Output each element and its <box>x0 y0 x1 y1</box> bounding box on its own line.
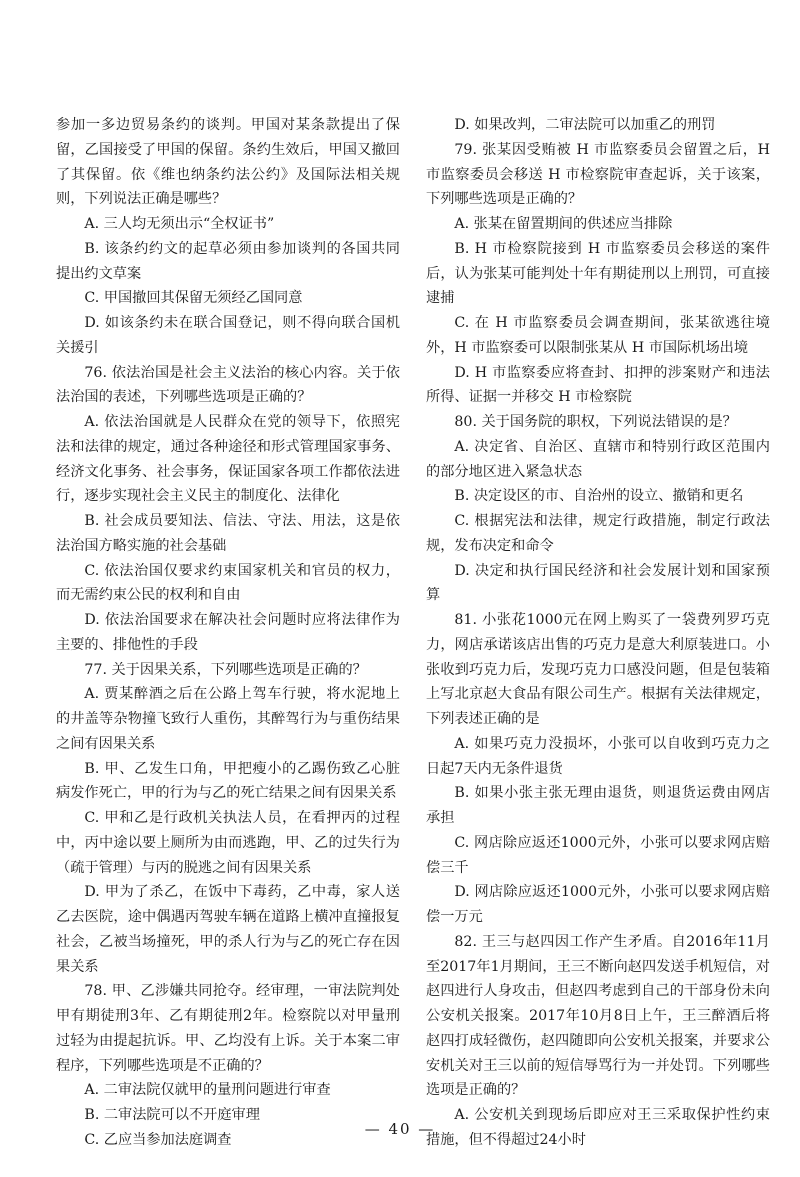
left-column <box>56 113 400 1153</box>
page-number: — 40 — <box>364 1120 436 1138</box>
paragraph: B. 甲、乙发生口角，甲把瘦小的乙踢伤致乙心脏病发作死亡，甲的行为与乙的死亡结果之间有因果关系 <box>56 760 400 802</box>
paragraph: D. 网店除应返还1000元外，小张可以要求网店赔偿一万元 <box>426 884 770 925</box>
paragraph: C. 根据宪法和法律，规定行政措施，制定行政法规，发布决定和命令 <box>426 513 770 554</box>
paragraph: 80. 关于国务院的职权，下列说法错误的是？ <box>454 414 737 430</box>
paragraph: B. 如果小张主张无理由退货，则退货运费由网店承担 <box>426 785 770 826</box>
paragraph: D. 如该条约未在联合国登记，则不得向联合国机关援引 <box>56 315 400 356</box>
paragraph: C. 乙应当参加法庭调查 <box>84 1131 232 1148</box>
paragraph: C. 在 H 市监察委员会调查期间，张某欲逃往境外，H 市监察委可以限制张某从 H 市国际机场出境 <box>426 315 770 356</box>
paragraph: B. 社会成员要知法、信法、守法、用法，这是依法治国方略实施的社会基础 <box>56 513 400 554</box>
right-column <box>426 113 770 1153</box>
paragraph: C. 甲国撤回其保留无须经乙国同意 <box>84 290 303 307</box>
paragraph: A. 三人均无须出示“全权证书” <box>84 216 275 232</box>
paragraph: B. 决定设区的市、自治州的设立、撤销和更名 <box>454 488 744 505</box>
paragraph: A. 决定省、自治区、直辖市和特别行政区范围内的部分地区进入紧急状态 <box>426 438 770 480</box>
paragraph: C. 甲和乙是行政机关执法人员，在看押丙的过程中，丙中途以要上厕所为由而逃跑，甲、乙的过失行为（疏于管理）与丙的脱逃之间有因果关系 <box>56 810 400 876</box>
paragraph: D. H 市监察委应将查封、扣押的涉案财产和违法所得、证据一并移交 H 市检察院 <box>426 364 770 406</box>
paragraph: A. 公安机关到现场后即应对王三采取保护性约束措施，但不得超过24小时 <box>426 1107 770 1148</box>
paragraph: B. 二审法院可以不开庭审理 <box>84 1107 260 1123</box>
paragraph: D. 依法治国要求在解决社会问题时应将法律作为主要的、排他性的手段 <box>56 612 400 653</box>
paragraph: A. 张某在留置期间的供述应当排除 <box>454 216 673 232</box>
paragraph: D. 如果改判，二审法院可以加重乙的刑罚 <box>454 117 716 133</box>
paragraph: 77. 关于因果关系，下列哪些选项是正确的？ <box>84 661 367 678</box>
paragraph: A. 如果巧克力没损坏，小张可以自收到巧克力之日起7天内无条件退货 <box>426 735 770 777</box>
paragraph: A. 依法治国就是人民群众在党的领导下，依照宪法和法律的规定，通过各种途径和形式管理国家事务、经济文化事务、社会事务，保证国家各项工作都依法进行，逐步实现社会主义民主的制度化、法律化 <box>56 414 400 505</box>
paragraph: 76. 依法治国是社会主义法治的核心内容。关于依法治国的表述，下列哪些选项是正确的？ <box>56 364 400 406</box>
paragraph: 81. 小张花1000元在网上购买了一袋费列罗巧克力，网店承诺该店出售的巧克力是意大利原装进口。小张收到巧克力后，发现巧克力口感没问题，但是包装箱上写北京赵大食品有限公司生产。根据有关法律规定，下列表述正确的是 <box>426 612 770 727</box>
paragraph: B. 该条约约文的起草必须由参加谈判的各国共同提出约文草案 <box>56 240 400 282</box>
paragraph: D. 甲为了杀乙，在饭中下毒药，乙中毒，家人送乙去医院，途中偶遇丙驾驶车辆在道路上横冲直撞报复社会，乙被当场撞死，甲的杀人行为与乙的死亡存在因果关系 <box>56 884 400 975</box>
paragraph: 参加一多边贸易条约的谈判。甲国对某条款提出了保留，乙国接受了甲国的保留。条约生效后，甲国又撤回了其保留。依《维也纳条约法公约》及国际法相关规则，下列说法正确是哪些？ <box>56 117 400 208</box>
paragraph: C. 依法治国仅要求约束国家机关和官员的权力，而无需约束公民的权利和自由 <box>56 562 400 604</box>
paragraph: A. 贾某醉酒之后在公路上驾车行驶，将水泥地上的井盖等杂物撞飞致行人重伤，其醉驾行为与重伤结果之间有因果关系 <box>56 686 400 752</box>
paragraph: D. 决定和执行国民经济和社会发展计划和国家预算 <box>426 562 770 604</box>
paragraph: C. 网店除应返还1000元外，小张可以要求网店赔偿三千 <box>426 834 770 876</box>
paragraph: 78. 甲、乙涉嫌共同抢夺。经审理，一审法院判处甲有期徒刑3年、乙有期徒刑2年。检察院以对甲量刑过轻为由提起抗诉。甲、乙均没有上诉。关于本案二审程序，下列哪些选项是不正确的？ <box>56 983 400 1074</box>
paragraph: 82. 王三与赵四因工作产生矛盾。自2016年11月至2017年1月期间，王三不断向赵四发送手机短信，对赵四进行人身攻击，但赵四考虑到自己的干部身份未向公安机关报案。2017年10月8日上午，王三醉酒后将赵四打成轻微伤，赵四随即向公安机关报案，并要求公安机关对王三以前的短信辱骂行为一并处罚。下列哪些选项是正确的？ <box>426 933 770 1099</box>
paragraph: A. 二审法院仅就甲的量刑问题进行审查 <box>84 1082 331 1099</box>
paragraph: B. H 市检察院接到 H 市监察委员会移送的案件后，认为张某可能判处十年有期徒刑以上刑罚，可直接逮捕 <box>426 240 770 307</box>
paragraph: 79. 张某因受贿被 H 市监察委员会留置之后，H 市监察委员会移送 H 市检察院审查起诉，关于该案，下列哪些选项是正确的？ <box>426 141 770 208</box>
